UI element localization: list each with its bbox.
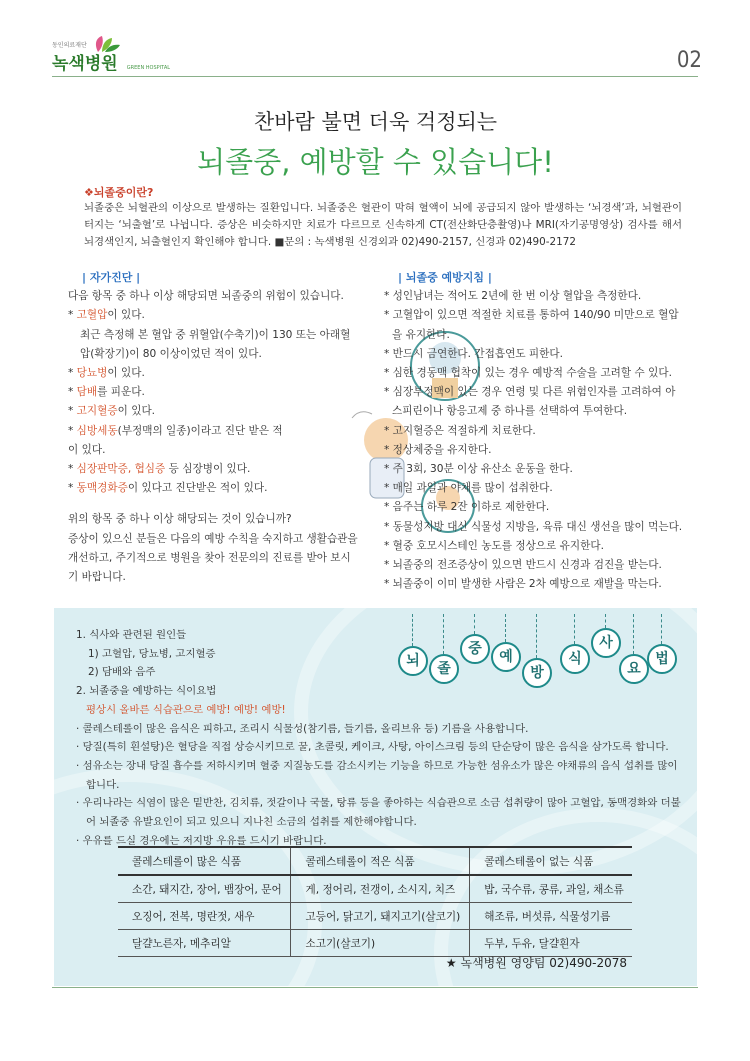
prevention-item: * 혈중 호모시스테인 농도를 정상으로 유지한다.	[384, 539, 604, 552]
self-check-item: * 당뇨병이 있다.	[68, 367, 145, 380]
diet-bullet: · 섬유소는 장내 당질 흡수를 저하시키며 혈중 지질농도를 감소시키는 기능을 하므로 가능한 섬유소가 많은 야채류의 음식 섭취를 많이 합니다.	[76, 759, 678, 791]
diet-bullet: · 우유를 드실 경우에는 저지방 우유를 드시기 바랍니다.	[76, 834, 327, 847]
cholesterol-table	[118, 846, 632, 957]
prevention-column	[384, 268, 684, 594]
stroke-article	[54, 78, 697, 608]
self-check-column	[68, 268, 358, 587]
table-cell: 소간, 돼지간, 장어, 뱀장어, 문어	[118, 875, 291, 903]
intro-heading: ❖뇌졸중이란?	[84, 186, 154, 199]
logo-name: 녹색병원	[52, 54, 118, 74]
self-check-question: 위의 항목 중 하나 이상 해당되는 것이 있습니까?	[68, 513, 292, 526]
title-bubble: 졸	[429, 654, 459, 684]
table-row	[118, 875, 632, 903]
prevention-item: * 동물성지방 대신 식물성 지방을, 육류 대신 생선을 많이 먹는다.	[384, 520, 683, 533]
self-check-item: * 심방세동(부정맥의 일종)이라고 진단 받은 적이 있다.	[68, 424, 283, 456]
logo-foundation-text: 동인의료재단	[52, 42, 87, 49]
prevention-item: * 심장부정맥이 있는 경우 연령 및 다른 위험인자를 고려하여 아스피린이나 항응고제 중 하나를 선택하여 투여한다.	[384, 386, 676, 418]
diet-bullet: · 콜레스테롤이 많은 음식은 피하고, 조리시 식물성(참기름, 들기름, 올리브유 등) 기름을 사용합니다.	[76, 722, 529, 735]
logo-english: GREEN HOSPITAL	[126, 65, 171, 71]
diet-bullet: · 당질(특히 흰설탕)은 혈당을 직접 상승시키므로 꿀, 초콜릿, 케이크, 사탕, 아이스크림 등의 단순당이 많은 음식을 삼가도록 합니다.	[76, 741, 669, 754]
self-check-heading: | 자가진단 |	[82, 271, 141, 284]
table-row	[118, 930, 632, 957]
diet-subitem: 2) 담배와 음주	[88, 666, 156, 679]
table-cell: 오징어, 전복, 명란젓, 새우	[118, 903, 291, 930]
table-header-row	[118, 847, 632, 875]
table-cell: 고등어, 닭고기, 돼지고기(살코기)	[291, 903, 470, 930]
self-check-item: * 동맥경화증이 있다고 진단받은 적이 있다.	[68, 482, 268, 495]
diet-section	[54, 608, 697, 986]
table-cell: 해조류, 버섯류, 식물성기름	[470, 903, 632, 930]
bottom-rule	[52, 987, 698, 988]
self-check-item: * 고혈압이 있다.	[68, 309, 145, 322]
prevention-item: * 반드시 금연한다. 간접흡연도 피한다.	[384, 347, 564, 360]
page-header	[0, 0, 750, 80]
prevention-item: * 매일 과일과 야채를 많이 섭취한다.	[384, 482, 553, 495]
diet-bullets	[76, 720, 686, 851]
prevention-item: * 고혈압이 있으면 적절한 치료를 통하여 140/90 미만으로 혈압을 유지한다.	[384, 309, 679, 341]
diet-item: 2. 뇌졸중을 예방하는 식이요법	[76, 685, 217, 698]
diet-bullet: · 우리나라는 식염이 많은 밑반찬, 김치류, 젓갈이나 국물, 탕류 등을 좋아하는 식습관으로 소금 섭취량이 많아 고혈압, 동맥경화와 더불어 뇌졸중 유발요인이 되고 있으니 지나친 소금의 섭취를 제한해야합니다.	[76, 797, 681, 829]
table-cell: 게, 정어리, 전갱이, 소시지, 치즈	[291, 875, 470, 903]
article-title: 뇌졸중, 예방할 수 있습니다!	[197, 145, 554, 179]
table-header: 콜레스테롤이 많은 식품	[118, 847, 291, 875]
title-bubble: 뇌	[398, 646, 428, 676]
title-bubble: 사	[591, 628, 621, 658]
title-bubble: 식	[560, 644, 590, 674]
diet-text	[76, 626, 686, 850]
top-rule	[52, 76, 698, 77]
self-check-item: * 담배를 피운다.	[68, 386, 145, 399]
table-cell: 밥, 국수류, 콩류, 과일, 채소류	[470, 875, 632, 903]
prevention-item: * 뇌졸중의 전조증상이 있으면 반드시 신경과 검진을 받는다.	[384, 559, 662, 572]
prevention-item: * 성인남녀는 적어도 2년에 한 번 이상 혈압을 측정한다.	[384, 290, 642, 303]
table-cell: 두부, 두유, 달걀흰자	[470, 930, 632, 957]
self-check-item: * 고지혈증이 있다.	[68, 405, 156, 418]
title-bubble: 방	[522, 658, 552, 688]
page-number: 02	[676, 48, 702, 73]
hospital-logo	[52, 40, 170, 74]
diet-item: 1. 식사와 관련된 원인들	[76, 629, 187, 641]
title-bubble: 요	[619, 654, 649, 684]
prevention-heading: | 뇌졸중 예방지침 |	[398, 271, 492, 284]
prevention-item: * 뇌졸중이 이미 발생한 사람은 2차 예방으로 재발을 막는다.	[384, 578, 662, 591]
title-bubble: 법	[647, 644, 677, 674]
leaf-logo-icon	[90, 34, 124, 54]
diet-subitem: 1) 고혈압, 당뇨병, 고지혈증	[88, 647, 216, 660]
table-header: 콜레스테롤이 없는 식품	[470, 847, 632, 875]
table-header: 콜레스테롤이 적은 식품	[291, 847, 470, 875]
prevention-item: * 고지혈증은 적절하게 치료한다.	[384, 424, 536, 437]
title-bubble: 중	[460, 634, 490, 664]
prevention-item: * 음주는 하루 2잔 이하로 제한한다.	[384, 501, 550, 514]
intro-text: 뇌졸중은 뇌혈관의 이상으로 발생하는 질환입니다. 뇌졸중은 혈관이 막혀 혈액이 뇌에 공급되지 않아 발생하는 ‘뇌경색’과, 뇌혈관이 터지는 ‘뇌출혈’로 나뉩니다. 증상은 비슷하지만 치료가 다르므로 신속하게 CT(전산화단층촬영)나 MRI(자기공명영상) 검사를 해서 뇌경색인지, 뇌출혈인지 확인해야 합니다. ■문의 : 녹색병원 신경외과 02)490-2157, 신경과 02)490-2172	[84, 202, 682, 248]
prevention-list	[384, 287, 684, 594]
article-subtitle: 찬바람 불면 더욱 걱정되는	[253, 110, 498, 134]
table-cell: 소고기(살코기)	[291, 930, 470, 957]
diet-highlight: 평상시 올바른 식습관으로 예방! 예방! 예방!	[86, 703, 286, 716]
self-check-item: * 심장판막증, 협심증 등 심장병이 있다.	[68, 463, 251, 476]
self-check-item: 최근 측정해 본 혈압 중 위혈압(수축기)이 130 또는 아래혈압(확장기)이 80 이상이었던 적이 있다.	[80, 328, 351, 360]
table-cell: 달걀노른자, 메추리알	[118, 930, 291, 957]
table-row	[118, 903, 632, 930]
prevention-item: * 심한 경동맥 협착이 있는 경우 예방적 수술을 고려할 수 있다.	[384, 367, 672, 380]
title-bubble: 예	[491, 642, 521, 672]
self-check-closing: 증상이 있으신 분들은 다음의 예방 수칙을 숙지하고 생활습관을 개선하고, 주기적으로 병원을 찾아 전문의의 진료를 받아 보시기 바랍니다.	[68, 532, 358, 584]
nutrition-team-credit: ★ 녹색병원 영양팀 02)490-2078	[445, 956, 627, 970]
self-check-lead: 다음 항목 중 하나 이상 해당되면 뇌졸중의 위험이 있습니다.	[68, 290, 344, 303]
prevention-item: * 정상체중을 유지한다.	[384, 443, 492, 456]
prevention-item: * 주 3회, 30분 이상 유산소 운동을 한다.	[384, 463, 573, 476]
